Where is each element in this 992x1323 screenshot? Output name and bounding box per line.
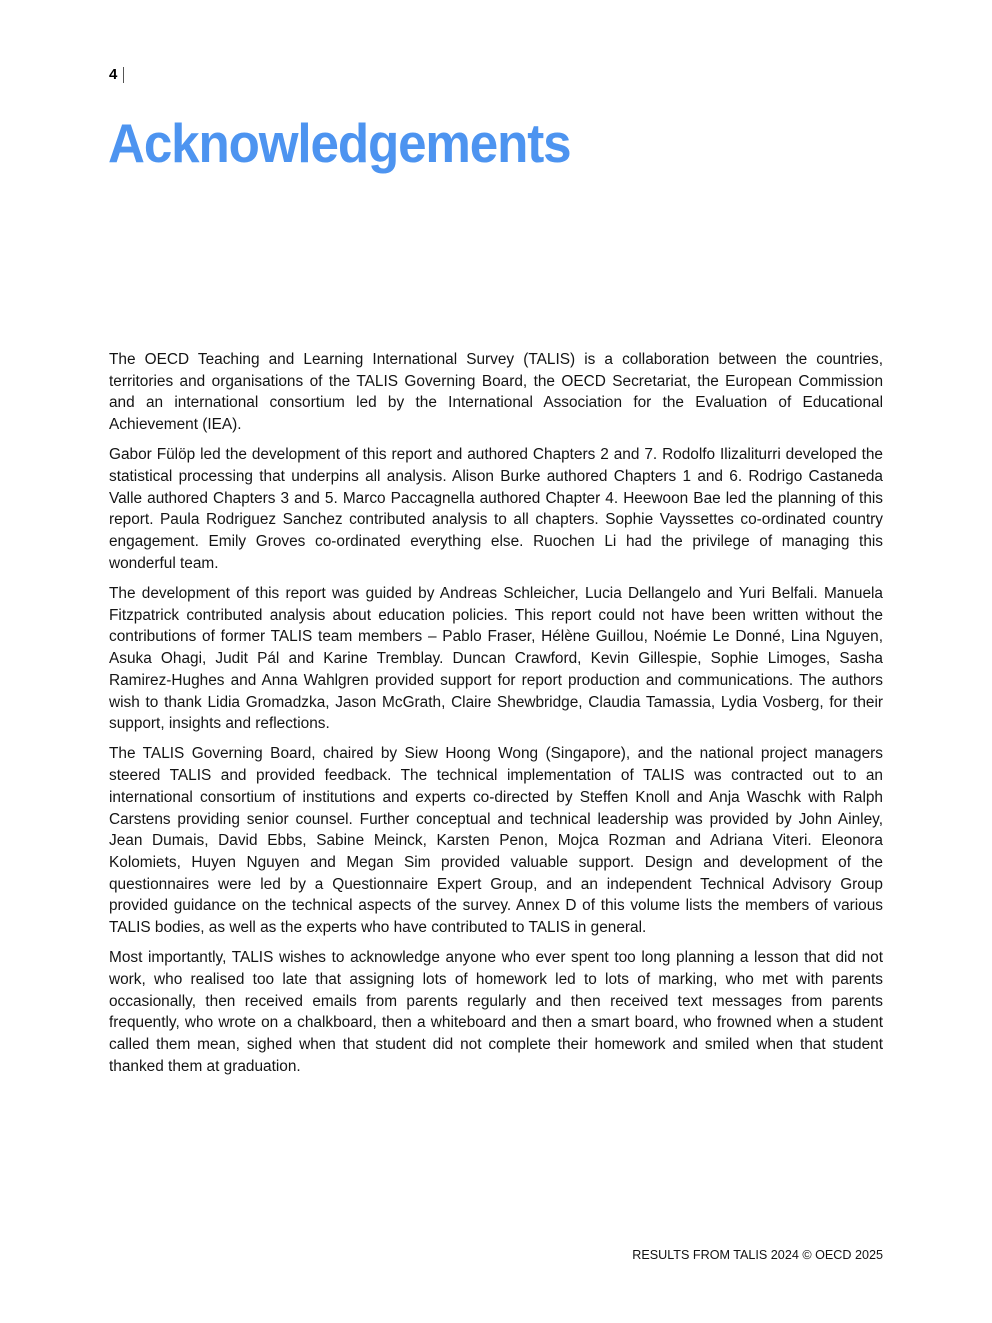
paragraph-governing-board: The TALIS Governing Board, chaired by Siew Hoong Wong (Singapore), and the national project managers steered TALIS and provided feedback. The technical implementation of TALIS was contracted out to an international consortium of institutions and experts co-directed by Steffen Knoll and Anja Waschk with Ralph Carstens providing senior counsel. Further conceptual and technical leadership was provided by John Ainley, Jean Dumais, David Ebbs, Sabine Meinck, Karsten Penon, Mojca Rozman and Adriana Viteri. Eleonora Kolomiets, Huyen Nguyen and Megan Sim provided valuable support. Design and development of the questionnaires were led by a Questionnaire Expert Group, and an independent Technical Advisory Group provided guidance on the technical aspects of the survey. Annex D of this volume lists the members of various TALIS bodies, as well as the experts who have contributed to TALIS in general. <box>109 745 883 937</box>
paragraph-talis-intro: The OECD Teaching and Learning International Survey (TALIS) is a collaboration between the countries, territories and organisations of the TALIS Governing Board, the OECD Secretariat, the European Commission and an international consortium led by the International Association for the Evaluation of Educational Achievement (IEA). <box>109 351 883 434</box>
page-number <box>109 66 124 83</box>
paragraph-authors: Gabor Fülöp led the development of this report and authored Chapters 2 and 7. Rodolfo Ilizaliturri developed the statistical processing that underpins all analysis. Alison Burke authored Chapters 1 and 6. Rodrigo Castaneda Valle authored Chapters 3 and 5. Marco Paccagnella authored Chapter 4. Heewoon Bae led the planning of this report. Paula Rodriguez Sanchez contributed analysis to all chapters. Sophie Vayssettes co-ordinated country engagement. Emily Groves co-ordinated everything else. Ruochen Li had the privilege of managing this wonderful team. <box>109 446 883 572</box>
acknowledgements-body <box>109 349 883 1086</box>
page-title: Acknowledgements <box>108 112 571 174</box>
page-footer: RESULTS FROM TALIS 2024 © OECD 2025 <box>632 1248 883 1262</box>
paragraph-teachers: Most importantly, TALIS wishes to acknowledge anyone who ever spent too long planning a lesson that did not work, who realised too late that assigning lots of homework led to lots of marking, who met with parents occasionally, then received emails from parents regularly and then received text messages from parents frequently, who wrote on a chalkboard, then a whiteboard and then a smart board, who frowned when a student called them mean, sighed when that student did not complete their homework and smiled when that student thanked them at graduation. <box>109 949 883 1075</box>
paragraph-guidance: The development of this report was guided by Andreas Schleicher, Lucia Dellangelo and Yuri Belfali. Manuela Fitzpatrick contributed analysis about education policies. This report could not have been written without the contributions of former TALIS team members – Pablo Fraser, Hélène Guillou, Noémie Le Donné, Lina Nguyen, Asuka Ohagi, Judit Pál and Karine Tremblay. Duncan Crawford, Kevin Gillespie, Sophie Limoges, Sasha Ramirez-Hughes and Anna Wahlgren provided support for report production and communications. The authors wish to thank Lidia Gromadzka, Jason McGrath, Claire Shewbridge, Claudia Tamassia, Lydia Vosberg, for their support, insights and reflections. <box>109 585 883 733</box>
page-number-separator <box>123 67 124 83</box>
page-number-value: 4 <box>109 66 118 83</box>
